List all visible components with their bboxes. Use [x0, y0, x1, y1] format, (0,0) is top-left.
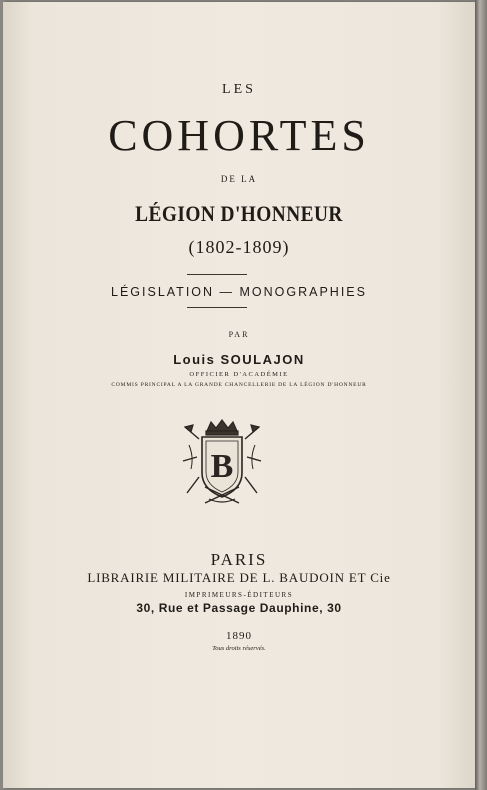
author-title: OFFICIER D'ACADÉMIE — [189, 371, 289, 378]
author-name: Louis SOULAJON — [173, 352, 305, 367]
publication-city: PARIS — [210, 550, 268, 569]
publication-year: 1890 — [226, 630, 252, 642]
main-title: COHORTES — [108, 111, 370, 160]
svg-text:B: B — [210, 448, 234, 485]
divider-bottom — [187, 307, 247, 308]
publisher-address: 30, Rue et Passage Dauphine, 30 — [136, 601, 342, 615]
by-label: PAR — [228, 330, 250, 339]
title-article: LES — [222, 82, 256, 97]
rights-notice: Tous droits réservés. — [212, 645, 266, 652]
subtitle: LÉGISLATION — MONOGRAPHIES — [111, 285, 367, 299]
divider-top — [187, 274, 247, 275]
title-page — [3, 2, 475, 788]
title-connector: DE LA — [220, 174, 258, 184]
title-dates: (1802-1809) — [188, 237, 290, 257]
publisher-emblem-icon — [179, 417, 265, 509]
publisher-role: IMPRIMEURS-ÉDITEURS — [184, 591, 294, 599]
author-role: COMMIS PRINCIPAL A LA GRANDE CHANCELLERIE DE LA LÉGION D'HONNEUR — [111, 382, 367, 388]
title-legion: LÉGION D'HONNEUR — [135, 201, 343, 226]
page-edge — [475, 0, 487, 790]
publisher-name: LIBRAIRIE MILITAIRE DE L. BAUDOIN ET Cie — [87, 570, 391, 585]
